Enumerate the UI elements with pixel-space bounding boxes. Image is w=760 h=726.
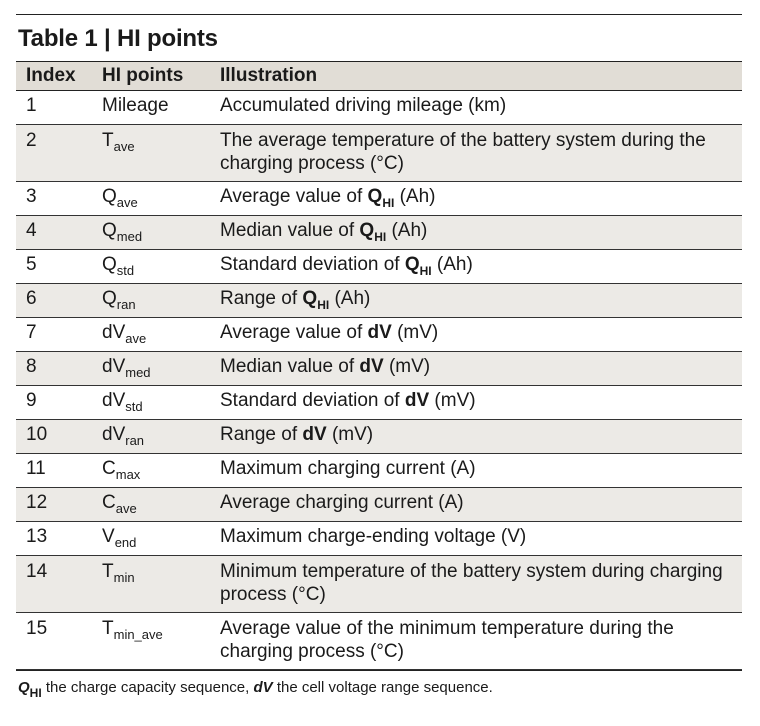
table-row: [16, 216, 742, 250]
hi-point-symbol: C: [102, 492, 116, 513]
hi-point-subscript: min_ave: [113, 627, 163, 642]
hi-point-subscript: ave: [116, 195, 138, 210]
illustration-cell: [220, 318, 742, 352]
illustration-unit: (Ah): [386, 220, 428, 241]
bold-symbol: [302, 288, 330, 312]
illustration-cell: [220, 613, 742, 670]
hi-point-cell: [102, 250, 220, 284]
hi-point-symbol: Q: [102, 220, 117, 241]
bold-symbol: [359, 220, 387, 244]
hi-point-symbol: V: [102, 526, 115, 547]
illustration-text: Maximum charge-ending voltage (V): [220, 526, 527, 547]
illustration-text: Average charging current (A): [220, 492, 464, 513]
table-row: [16, 125, 742, 182]
table-row: [16, 182, 742, 216]
hi-point-symbol: dV: [102, 356, 126, 377]
hi-point-symbol: Q: [102, 254, 117, 275]
hi-point-cell: [102, 352, 220, 386]
illustration-text: Average value of the minimum temperature during the charging process (°C): [220, 618, 674, 662]
hi-point-symbol: dV: [102, 424, 126, 445]
hi-point-symbol: Q: [102, 186, 117, 207]
table-row: [16, 386, 742, 420]
hi-point-cell: [102, 125, 220, 182]
hi-point-symbol: C: [102, 458, 116, 479]
bold-symbol: [359, 356, 383, 377]
illustration-text: Median value of: [220, 356, 360, 377]
hi-point-symbol: T: [102, 561, 114, 582]
illustration-text: Standard deviation of: [220, 254, 405, 275]
hi-point-cell: [102, 522, 220, 556]
hi-point-cell: [102, 488, 220, 522]
hi-point-cell: [102, 318, 220, 352]
bold-symbol-base: dV: [359, 356, 384, 377]
footnote-dv-symbol: dV: [253, 679, 273, 696]
bold-symbol-base: Q: [404, 254, 420, 275]
hi-point-subscript: med: [116, 229, 143, 244]
bold-symbol: [367, 186, 395, 210]
illustration-cell: [220, 488, 742, 522]
illustration-unit: (mV): [391, 322, 439, 343]
index-cell: 6: [16, 284, 102, 318]
bold-symbol-base: dV: [367, 322, 392, 343]
index-cell: 3: [26, 186, 37, 207]
hi-point-symbol: Mileage: [102, 95, 169, 116]
hi-point-cell: [102, 386, 220, 420]
index-cell: 7: [26, 322, 37, 343]
illustration-cell: [220, 250, 742, 284]
bold-symbol-subscript: HI: [374, 230, 387, 244]
hi-point-cell: [102, 420, 220, 454]
table-row: [16, 318, 742, 352]
illustration-cell: [220, 454, 742, 488]
illustration-unit: (Ah): [431, 254, 473, 275]
table-footnote: [16, 670, 742, 700]
footnote-q-subscript: HI: [29, 686, 42, 700]
illustration-unit: (Ah): [329, 288, 371, 309]
hi-point-subscript: max: [115, 467, 141, 482]
table-title: Table 1 | HI points: [18, 25, 218, 52]
footnote-q-symbol: Q: [18, 679, 30, 696]
index-cell: 9: [26, 390, 37, 411]
table-row: [16, 352, 742, 386]
table-row: [16, 284, 742, 318]
illustration-text: Minimum temperature of the battery system during charging process (°C): [220, 561, 723, 605]
illustration-cell: [220, 284, 742, 318]
table-row: [16, 556, 742, 613]
hi-point-symbol: T: [102, 618, 114, 639]
table-row: [16, 250, 742, 284]
illustration-unit: (mV): [326, 424, 374, 445]
hi-point-subscript: ave: [115, 501, 137, 516]
illustration-unit: (mV): [429, 390, 476, 411]
index-cell: 1: [26, 95, 37, 116]
index-cell: 2: [16, 125, 102, 182]
bold-symbol-base: dV: [404, 390, 430, 411]
illustration-text: The average temperature of the battery system during the charging process (°C): [220, 130, 706, 174]
illustration-cell: [220, 420, 742, 454]
illustration-cell: [220, 182, 742, 216]
footnote-q-text: the charge capacity sequence,: [41, 679, 254, 696]
hi-point-cell: [102, 91, 220, 125]
hi-point-cell: [102, 216, 220, 250]
illustration-cell: [220, 125, 742, 182]
hi-point-symbol: dV: [102, 322, 126, 343]
index-cell: 11: [26, 458, 46, 479]
hi-point-symbol: T: [102, 130, 114, 151]
hi-point-subscript: ave: [113, 139, 135, 154]
illustration-unit: (mV): [383, 356, 431, 377]
hi-point-subscript: ave: [125, 331, 147, 346]
bold-symbol-base: Q: [367, 186, 383, 207]
header-hi-points: HI points: [102, 62, 220, 91]
index-cell: 10: [16, 420, 102, 454]
illustration-text: Accumulated driving mileage (km): [220, 95, 507, 116]
header-illustration: Illustration: [220, 62, 742, 91]
hi-point-subscript: std: [116, 263, 135, 278]
bold-symbol-base: dV: [302, 424, 327, 445]
bold-symbol-subscript: HI: [317, 298, 330, 312]
table-figure: [16, 14, 742, 700]
illustration-text: Range of: [220, 288, 303, 309]
header-index: Index: [16, 62, 102, 91]
illustration-text: Standard deviation of: [220, 390, 405, 411]
bold-symbol: [404, 254, 432, 278]
index-cell: 14: [16, 556, 102, 613]
hi-point-subscript: ran: [116, 297, 136, 312]
bold-symbol-base: Q: [302, 288, 318, 309]
table-row: [16, 91, 742, 125]
table-row: [16, 522, 742, 556]
bold-symbol-subscript: HI: [382, 196, 395, 210]
index-cell: 5: [26, 254, 37, 275]
bold-symbol-base: Q: [359, 220, 375, 241]
hi-point-subscript: ran: [125, 433, 145, 448]
illustration-cell: [220, 352, 742, 386]
table-row: [16, 613, 742, 670]
bold-symbol: [302, 424, 326, 445]
table-row: [16, 420, 742, 454]
hi-point-symbol: Q: [102, 288, 117, 309]
illustration-text: Range of: [220, 424, 303, 445]
illustration-cell: [220, 556, 742, 613]
hi-points-table: [16, 61, 742, 670]
hi-point-subscript: med: [125, 365, 151, 380]
hi-point-subscript: end: [114, 535, 137, 550]
illustration-text: Median value of: [220, 220, 360, 241]
illustration-cell: [220, 216, 742, 250]
hi-point-cell: [102, 284, 220, 318]
illustration-unit: (Ah): [394, 186, 436, 207]
index-cell: 15: [26, 618, 48, 639]
index-cell: 12: [16, 488, 102, 522]
hi-point-subscript: min: [113, 570, 135, 585]
table-row: [16, 488, 742, 522]
table-header-row: [16, 62, 742, 91]
illustration-cell: [220, 522, 742, 556]
illustration-text: Average value of: [220, 186, 368, 207]
hi-point-subscript: std: [125, 399, 143, 414]
illustration-cell: [220, 91, 742, 125]
index-cell: 8: [16, 352, 102, 386]
illustration-text: Maximum charging current (A): [220, 458, 476, 479]
footnote-dv-text: the cell voltage range sequence.: [272, 679, 493, 696]
table-body: [16, 91, 742, 670]
table-row: [16, 454, 742, 488]
hi-point-cell: [102, 613, 220, 670]
hi-point-cell: [102, 556, 220, 613]
hi-point-symbol: dV: [102, 390, 126, 411]
hi-point-cell: [102, 454, 220, 488]
bold-symbol: [368, 322, 392, 343]
index-cell: 4: [16, 216, 102, 250]
illustration-cell: [220, 386, 742, 420]
hi-point-cell: [102, 182, 220, 216]
bold-symbol-subscript: HI: [419, 264, 432, 278]
illustration-text: Average value of: [220, 322, 368, 343]
index-cell: 13: [26, 526, 48, 547]
bold-symbol: [405, 390, 429, 411]
